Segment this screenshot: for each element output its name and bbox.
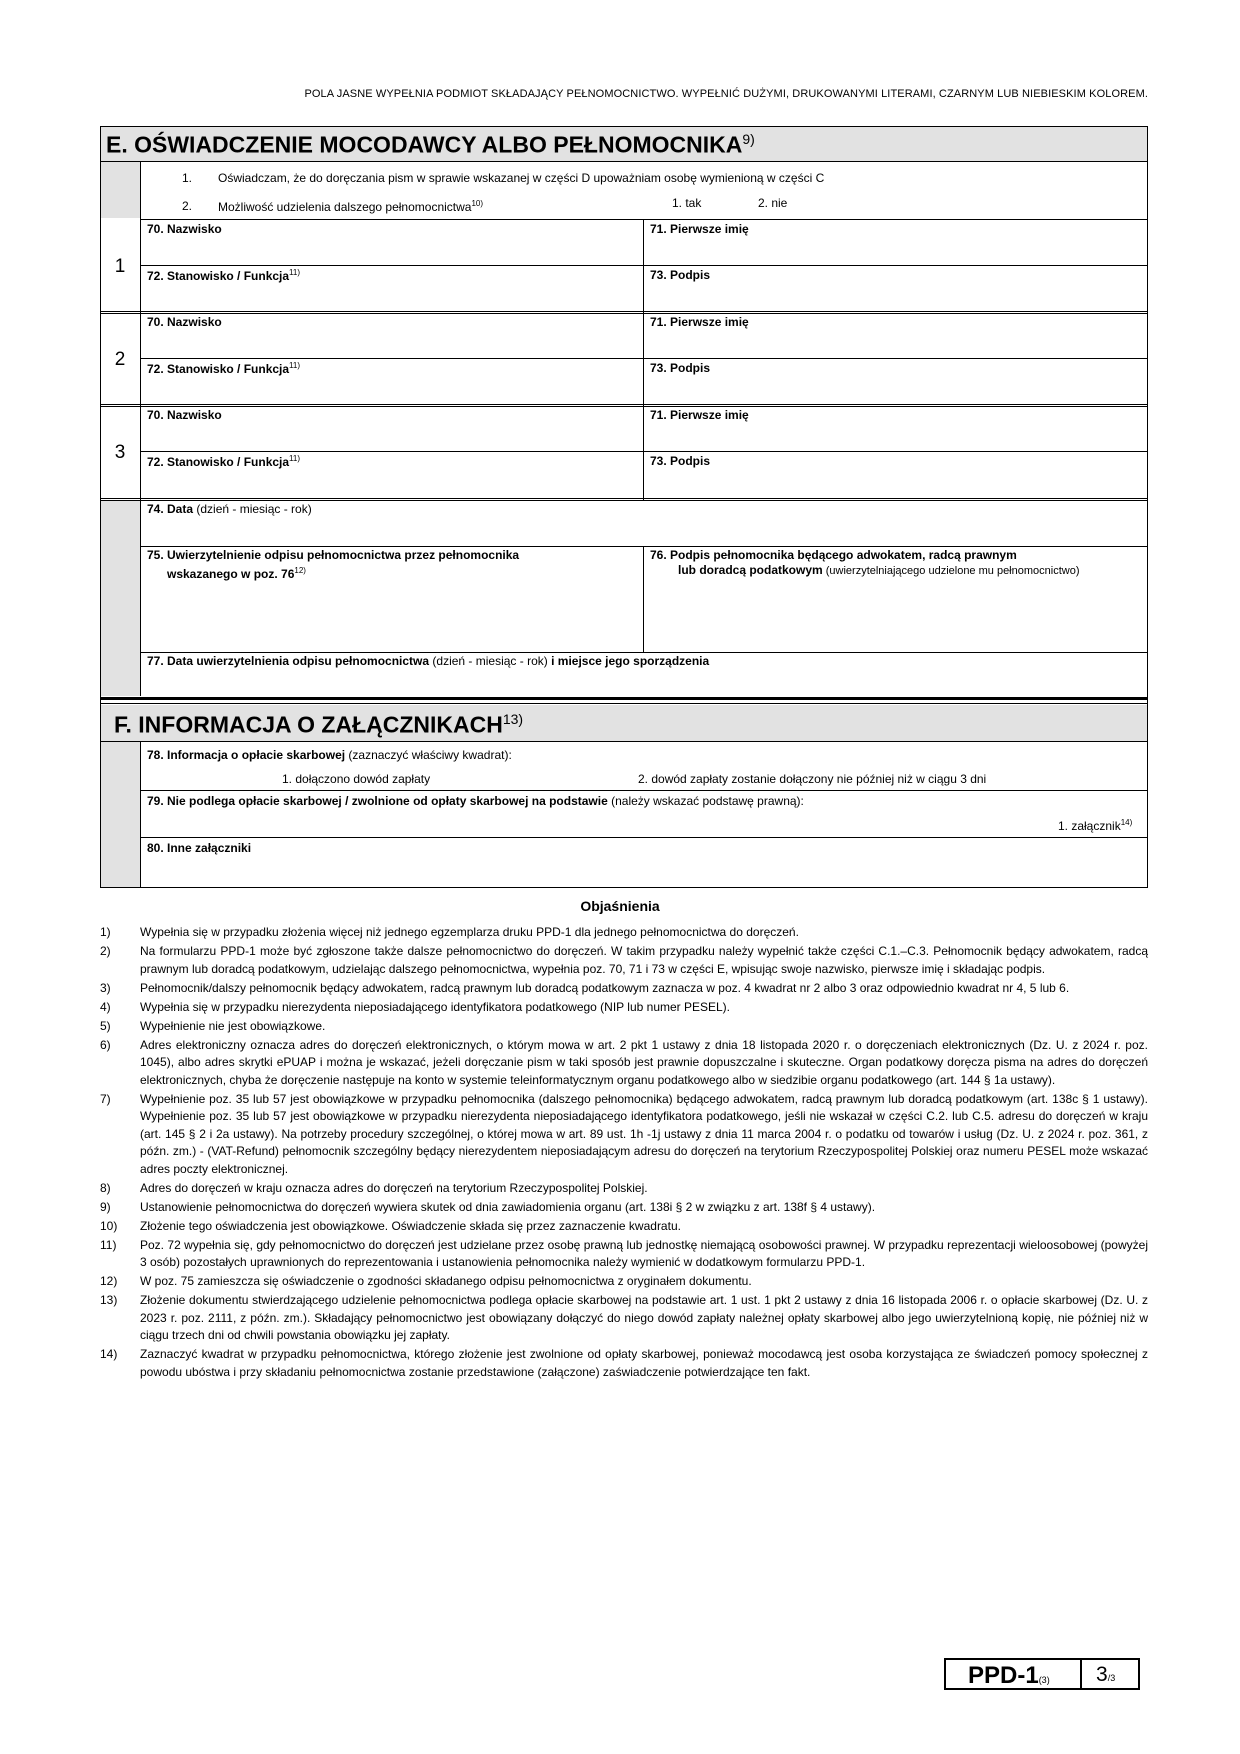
explanation-note [100,1237,1148,1272]
explanation-text: Wypełnia się w przypadku nierezydenta nieposiadającego identyfikatora podatkowego (NIP lub numer PESEL). [140,999,731,1014]
grid-line [100,313,1148,314]
page-number: 3/3 [1096,1663,1116,1686]
person-3-surname-label[interactable]: 70. Nazwisko [147,408,222,422]
explanation-number: 2) [100,944,111,958]
person-2-surname-label[interactable]: 70. Nazwisko [147,315,222,329]
person-3-number: 3 [114,442,126,463]
explanation-text: Na formularzu PPD-1 może być zgłoszone także dalsze pełnomocnictwo do doręczeń. W takim przypadku należy wypełnić także części C.1.–C.3. Pełnomocnik będący adwokatem, radcą prawnym lub doradcą podatkowym, udzielając dalszego pełnomocnictwa, wypełnia poz. 70, 71 i 73 w części E, wpisując swoje nazwisko, pierwsze imię i składając podpis. [140,944,1148,976]
option-no[interactable]: 2. nie [758,196,788,210]
grid-line [100,311,1148,312]
person-1-number: 1 [114,256,126,277]
explanation-note [100,1273,1148,1291]
explanation-note [100,980,1148,998]
explanation-number: 12) [100,1274,118,1288]
explanation-number: 3) [100,980,111,995]
section-f-title: F. INFORMACJA O ZAŁĄCZNIKACH$^{13)}$ [114,711,524,738]
section-separator [100,697,1148,700]
field-77-certification-date[interactable]: 77. Data uwierzytelnienia odpisu pełnomocnictwa (dzień - miesiąc - rok) i miejsce jego sporządzenia [147,654,710,668]
explanation-number: 10) [100,1218,118,1233]
field-75-certification[interactable]: 75. Uwierzytelnienie odpisu pełnomocnictwa przez pełnomocnika wskazanego w poz. 76$^{12)}$ [147,548,520,581]
field-80-other-attachments[interactable]: 80. Inne załączniki [147,841,252,855]
grid-line [140,219,1148,220]
explanations-list [100,924,1148,1383]
grid-line [140,358,1148,359]
grid-line [140,742,141,888]
header-instruction: POLA JASNE WYPEŁNIA PODMIOT SKŁADAJĄCY PEŁNOMOCNICTWO. WYPEŁNIĆ DUŻYMI, DRUKOWANYMI LITERAMI, CZARNYM LUB NIEBIESKIM KOLOREM. [304,88,1148,100]
explanation-number: 1) [100,925,111,939]
explanation-number: 6) [100,1037,111,1052]
explanation-text: Wypełnienie nie jest obowiązkowe. [140,1018,326,1033]
field-79-exempt: 79. Nie podlega opłacie skarbowej / zwolnione od opłaty skarbowej na podstawie (należy wskazać podstawę prawną): [147,794,804,808]
person-2-first-name-label[interactable]: 71. Pierwsze imię [650,315,749,329]
explanation-number: 13) [100,1293,118,1307]
grid-line [140,652,1148,653]
explanation-number: 9) [100,1199,111,1214]
explanation-note [100,999,1148,1017]
grid-line [100,404,1148,405]
person-2-position-label[interactable]: 72. Stanowisko / Funkcja$^{11)}$ [147,361,301,376]
person-1-first-name-label[interactable]: 71. Pierwsze imię [650,222,749,236]
grid-line [140,790,1148,791]
field-74-date[interactable]: 74. Data (dzień - miesiąc - rok) [147,502,312,516]
explanation-note [100,924,1148,942]
explanation-text: Poz. 72 wypełnia się, gdy pełnomocnictwo do doręczeń jest udzielane przez osobę prawną lub jednostkę niemającą osobowości prawnej. W przypadku reprezentacji wieloosobowej (powyżej 3 osób) pozostałych uprawnionych do reprezentowania i ustanowienia pełnomocnika należy wymienić w dodatkowym formularzu PPD-1. [140,1237,1148,1269]
explanation-text: Złożenie dokumentu stwierdzającego udzielenie pełnomocnictwa podlega opłacie skarbowej na podstawie art. 1 ust. 1 pkt 2 ustawy z dnia 16 listopada 2006 r. o opłacie skarbowej (Dz. U. z 2023 r. poz. 2111, z późn. zm.). Składający pełnomocnictwo jest obowiązany dołączyć do niego dowód zapłaty należnej opłaty skarbowej albo jego uwierzytelnioną kopię, nie później niż w ciągu trzech dni od chwili powstania obowiązku jej zapłaty. [140,1293,1148,1342]
person-3-first-name-label[interactable]: 71. Pierwsze imię [650,408,749,422]
grid-line [140,265,1148,266]
section-separator [100,703,1148,704]
explanation-note [100,1037,1148,1090]
e-item2-number: 2. [182,199,193,213]
explanation-text: Zaznaczyć kwadrat w przypadku pełnomocnictwa, którego złożenie jest zwolnione od opłaty skarbowej, ponieważ mocodawcą jest osoba korzystająca ze świadczeń pomocy społecznej z powodu ubóstwa i przy składaniu pełnomocnictwa zostanie przedstawione (załączone) zaświadczenie potwierdzające ten fakt. [140,1347,1148,1379]
explanation-note [100,1199,1148,1217]
explanation-text: Ustanowienie pełnomocnictwa do doręczeń wywiera skutek od dnia zawiadomienia organu (art. 138i § 2 w związku z art. 138f § 4 ustawy). [140,1199,876,1214]
explanation-number: 4) [100,999,111,1014]
explanations-title: Objaśnienia [580,898,660,914]
explanation-number: 8) [100,1180,111,1195]
person-1-surname-label[interactable]: 70. Nazwisko [147,222,222,236]
f78-option-paid[interactable]: 1. dołączono dowód zapłaty [282,772,431,786]
f79-option-attachment[interactable]: 1. załącznik$^{14)}$ [1058,818,1133,833]
explanation-note [100,1292,1148,1345]
form-code-box [944,1658,1140,1690]
field-76-attorney-signature[interactable]: 76. Podpis pełnomocnika będącego adwokatem, radcą prawnym lub doradcą podatkowym (uwierzytelniającego udzielone mu pełnomocnictwo) [650,548,1080,577]
person-1-position-label[interactable]: 72. Stanowisko / Funkcja$^{11)}$ [147,268,301,283]
explanation-note [100,1346,1148,1381]
explanation-note [100,943,1148,978]
grid-line [100,498,1148,499]
person-2-signature-label[interactable]: 73. Podpis [650,361,711,375]
grid-line [100,406,1148,407]
explanation-note [100,1018,1148,1036]
grid-line [140,837,1148,838]
grid-line [643,219,644,500]
e-item2-text: Możliwość udzielenia dalszego pełnomocnictwa$^{10)}$ [218,199,484,214]
explanation-text: Złożenie tego oświadczenia jest obowiązkowe. Oświadczenie składa się przez zaznaczenie kwadratu. [140,1218,681,1233]
grid-line [643,546,644,652]
grid-line [140,546,1148,547]
field-78-stamp-duty: 78. Informacja o opłacie skarbowej (zaznaczyć właściwy kwadrat): [147,748,512,762]
section-e-title: E. OŚWIADCZENIE MOCODAWCY ALBO PEŁNOMOCNIKA$^{9)}$ [106,131,755,158]
explanation-number: 14) [100,1347,118,1361]
form-code: PPD-1(3) [968,1662,1050,1689]
e-item1-text: Oświadczam, że do doręczania pism w sprawie wskazanej w części D upoważniam osobę wymienioną w części C [218,171,825,185]
explanation-text: Pełnomocnik/dalszy pełnomocnik będący adwokatem, radcą prawnym lub doradcą podatkowym zaznacza w poz. 4 kwadrat nr 2 albo 3 oraz odpowiednio kwadrat nr 4, 5 lub 6. [140,980,1070,995]
grid-line [140,162,141,696]
explanation-text: Adres do doręczeń w kraju oznacza adres do doręczeń na terytorium Rzeczypospolitej Polskiej. [140,1180,648,1195]
explanation-text: W poz. 75 zamieszcza się oświadczenie o zgodności składanego odpisu pełnomocnictwa z oryginałem dokumentu. [140,1274,752,1288]
explanation-number: 7) [100,1091,111,1106]
explanation-text: Wypełnienie poz. 35 lub 57 jest obowiązkowe w przypadku pełnomocnika (dalszego pełnomocnika) będącego adwokatem, radcą prawnym lub doradcą podatkowym (art. 138c § 1 ustawy). Wypełnienie poz. 35 lub 57 jest obowiązkowe w przypadku nierezydenta nieposiadającego identyfikatora podatkowego, jeśli nie wskazał w części C.2. lub C.5. adresu do doręczeń w kraju (art. 145 § 2 i 2a ustawy). Na potrzeby procedury szczególnej, o której mowa w art. 89 ust. 1h -1j ustawy z dnia 11 marca 2004 r. o podatku od towarów i usług (Dz. U. z 2024 r. poz. 361, z późn. zm.) - (VAT-Refund) pełnomocnik szczególny będący nierezydentem nieposiadającym adresu do doręczeń na terytorium Rzeczypospolitej Polskiej oraz numeru PESEL może wskazać adres poczty elektronicznej. [140,1091,1148,1176]
person-2-number: 2 [114,349,126,370]
explanation-note [100,1218,1148,1236]
e-item1-number: 1. [182,171,193,185]
explanation-note [100,1180,1148,1198]
explanation-note [100,1091,1148,1179]
person-1-signature-label[interactable]: 73. Podpis [650,268,711,282]
grid-line [100,500,1148,501]
grid-line [140,451,1148,452]
person-3-signature-label[interactable]: 73. Podpis [650,454,711,468]
f78-option-later[interactable]: 2. dowód zapłaty zostanie dołączony nie później niż w ciągu 3 dni [638,772,987,786]
explanation-number: 5) [100,1018,111,1033]
explanation-text: Wypełnia się w przypadku złożenia więcej niż jednego egzemplarza druku PPD-1 dla jednego pełnomocnictwa do doręczeń. [140,925,799,939]
explanation-number: 11) [100,1237,117,1252]
option-yes[interactable]: 1. tak [672,196,702,210]
explanation-text: Adres elektroniczny oznacza adres do doręczeń elektronicznych, o którym mowa w art. 2 pkt 1 ustawy z dnia 18 listopada 2020 r. o doręczeniach elektronicznych (Dz. U. z 2024 r. poz. 1045), albo adres skrytki ePUAP i można je wskazać, jeżeli doręczanie pism w taki sposób jest prawnie dopuszczalne i skuteczne. Organ podatkowy doręcza pisma na adres do doręczeń elektronicznych, chyba że doręczenie następuje na konto w systemie teleinformatycznym organu podatkowego albo w siedzibie organu podatkowego (art. 144 § 1a ustawy). [140,1037,1148,1087]
person-3-position-label[interactable]: 72. Stanowisko / Funkcja$^{11)}$ [147,454,301,469]
form-frame [100,126,1148,888]
